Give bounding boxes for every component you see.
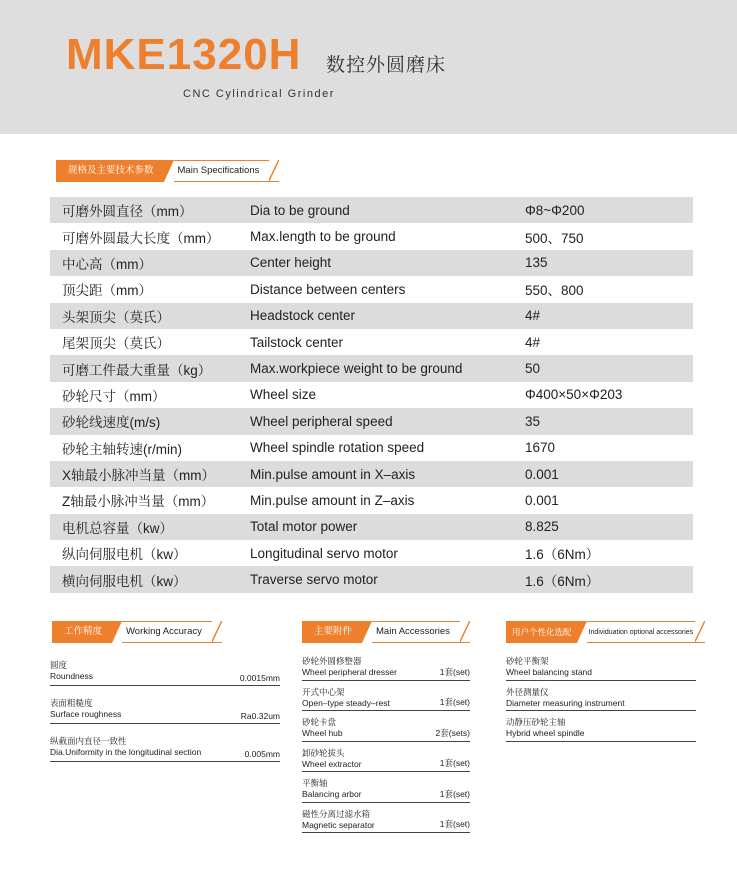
spec-value: 1.6（6Nm） [525,547,600,563]
item-label-en: Wheel hub [302,728,343,738]
spec-row [50,540,693,566]
spec-label-en: Headstock center [250,308,356,324]
spec-label-en: Wheel spindle rotation speed [250,440,425,456]
spec-label-cn: 可磨工件最大重量（kg） [62,362,212,378]
item-value: 1套(set) [439,758,470,768]
spec-value: 0.001 [525,466,559,482]
spec-label-en: Dia to be ground [250,202,350,218]
list-item [302,717,470,742]
item-label-en: Magnetic separator [302,819,375,830]
item-label-cn: 砂轮卡盘 [302,717,337,727]
spec-label-cn: X轴最小脉冲当量（mm） [62,468,215,484]
working-accuracy-tab-cn: 工作精度 [52,621,112,643]
item-label-cn: 卸砂轮拔头 [302,747,345,758]
individuation-tab [506,621,705,643]
item-label-cn: 磁性分离过滤水箱 [302,808,371,819]
tab-divider [362,621,372,643]
spec-row [50,514,693,540]
spec-row [50,329,693,355]
spec-label-en: Min.pulse amount in X–axis [250,466,416,482]
spec-row [50,487,693,513]
spec-label-cn: 可磨外圆直径（mm） [62,204,193,220]
individuation-list [506,656,696,748]
main-specs-tab [56,160,279,182]
spec-label-cn: 顶尖距（mm） [62,283,152,299]
spec-label-en: Center height [250,255,332,271]
spec-label-cn: 砂轮线速度(m/s) [62,415,161,431]
item-label-cn: 砂轮平衡架 [506,656,549,666]
list-item [302,748,470,773]
item-value: 1套(set) [439,788,470,799]
spec-row [50,355,693,381]
spec-row [50,408,693,434]
list-item [302,778,470,803]
item-label-en: Open–type steady–rest [302,697,390,708]
list-item [302,809,470,834]
item-label-en: Roundness [50,671,94,681]
tab-end [212,621,222,643]
spec-label-en: Min.pulse amount in Z–axis [250,492,415,508]
item-label-en: Diameter measuring instrument [506,697,625,708]
item-label-cn: 纵截面内直径一致性 [50,736,127,746]
spec-value: 8.825 [525,519,559,535]
spec-label-cn: 中心高（mm） [62,256,152,272]
spec-row [50,223,693,249]
spec-label-en: Tailstock center [250,334,344,350]
spec-label-en: Wheel peripheral speed [250,413,393,429]
item-value: 1套(set) [439,819,470,829]
item-label-en: Dia.Uniformity in the longitudinal section [50,747,202,757]
spec-row [50,461,693,487]
individuation-tab-en: Individuation optional accessories [587,621,696,643]
spec-label-en: Wheel size [250,387,317,403]
spec-value: 35 [525,413,541,429]
spec-row [50,566,693,592]
header-banner [0,0,737,134]
item-label-cn: 圆度 [50,660,68,670]
item-value: 2套(sets) [435,727,470,738]
spec-label-cn: 尾架顶尖（莫氏） [62,336,170,352]
tab-divider [164,160,174,182]
item-label-cn: 外径测量仪 [506,686,549,697]
item-label-en: Wheel balancing stand [506,667,593,677]
item-label-cn: 砂轮外圆修整器 [302,656,362,666]
spec-row [50,276,693,302]
tab-divider [577,621,587,643]
spec-label-cn: 横向伺服电机（kw） [62,573,187,589]
tab-end [695,621,705,643]
item-label-cn: 开式中心架 [302,686,345,697]
main-accessories-tab-en: Main Accessories [372,621,460,643]
spec-value: 135 [525,255,548,271]
main-accessories-tab [302,621,470,643]
working-accuracy-tab-en: Working Accuracy [122,621,212,643]
tab-end [269,160,279,182]
spec-label-cn: 可磨外圆最大长度（mm） [62,230,220,246]
item-label-en: Balancing arbor [302,789,362,799]
spec-value: Φ8~Φ200 [525,202,585,218]
working-accuracy-list [50,656,280,770]
item-value: 1套(set) [439,666,470,677]
spec-label-en: Traverse servo motor [250,572,378,588]
spec-value: 1670 [525,440,556,456]
item-value: 0.0015mm [239,673,280,683]
spec-table [50,197,693,593]
item-value: 0.005mm [244,749,280,759]
list-item [50,732,280,762]
spec-label-en: Max.workpiece weight to be ground [250,361,463,377]
product-title-cn: 数控外圆磨床 [326,55,447,76]
list-item [506,717,696,742]
list-item [50,694,280,724]
item-label-cn: 表面粗糙度 [50,698,93,708]
item-label-en: Surface roughness [50,709,122,719]
item-value: 1套(set) [439,697,470,707]
spec-value: 50 [525,361,541,377]
individuation-tab-cn: 用户个性化选配 [506,621,577,643]
spec-label-cn: 砂轮主轴转速(r/min) [62,441,182,457]
main-accessories-list [302,656,470,839]
item-label-en: Wheel extractor [302,758,362,769]
spec-row [50,435,693,461]
list-item [506,656,696,681]
item-label-en: Wheel peripheral dresser [302,667,397,677]
spec-label-cn: 砂轮尺寸（mm） [62,388,166,404]
item-label-cn: 平衡轴 [302,778,328,788]
spec-label-cn: 头架顶尖（莫氏） [62,309,170,325]
list-item [506,687,696,712]
spec-label-en: Distance between centers [250,281,406,297]
product-title-en: CNC Cylindrical Grinder [183,88,335,100]
tab-divider [112,621,122,643]
spec-label-en: Total motor power [250,519,358,535]
spec-label-en: Longitudinal servo motor [250,545,398,561]
list-item [302,656,470,681]
spec-row [50,250,693,276]
spec-value: 4# [525,334,541,350]
spec-row [50,303,693,329]
spec-row [50,382,693,408]
spec-label-cn: Z轴最小脉冲当量（mm） [62,494,215,510]
spec-label-cn: 电机总容量（kw） [62,520,173,536]
spec-label-cn: 纵向伺服电机（kw） [62,547,187,563]
item-label-cn: 动静压砂轮主轴 [506,717,566,727]
list-item [50,656,280,686]
item-value: Ra0.32um [240,711,280,721]
spec-value: 500、750 [525,230,584,246]
spec-row [50,197,693,223]
tab-end [460,621,470,643]
spec-value: 4# [525,308,541,324]
model-number: MKE1320H [66,30,302,79]
spec-value: 1.6（6Nm） [525,573,600,589]
main-accessories-tab-cn: 主要附件 [302,621,362,643]
spec-value: Φ400×50×Φ203 [525,387,623,403]
spec-label-en: Max.length to be ground [250,229,396,245]
working-accuracy-tab [52,621,222,643]
spec-value: 550、800 [525,283,584,299]
item-label-en: Hybrid wheel spindle [506,728,585,738]
main-specs-tab-en: Main Specifications [174,160,270,182]
list-item [302,687,470,712]
spec-value: 0.001 [525,492,559,508]
main-specs-tab-cn: 规格及主要技术参数 [56,160,164,182]
